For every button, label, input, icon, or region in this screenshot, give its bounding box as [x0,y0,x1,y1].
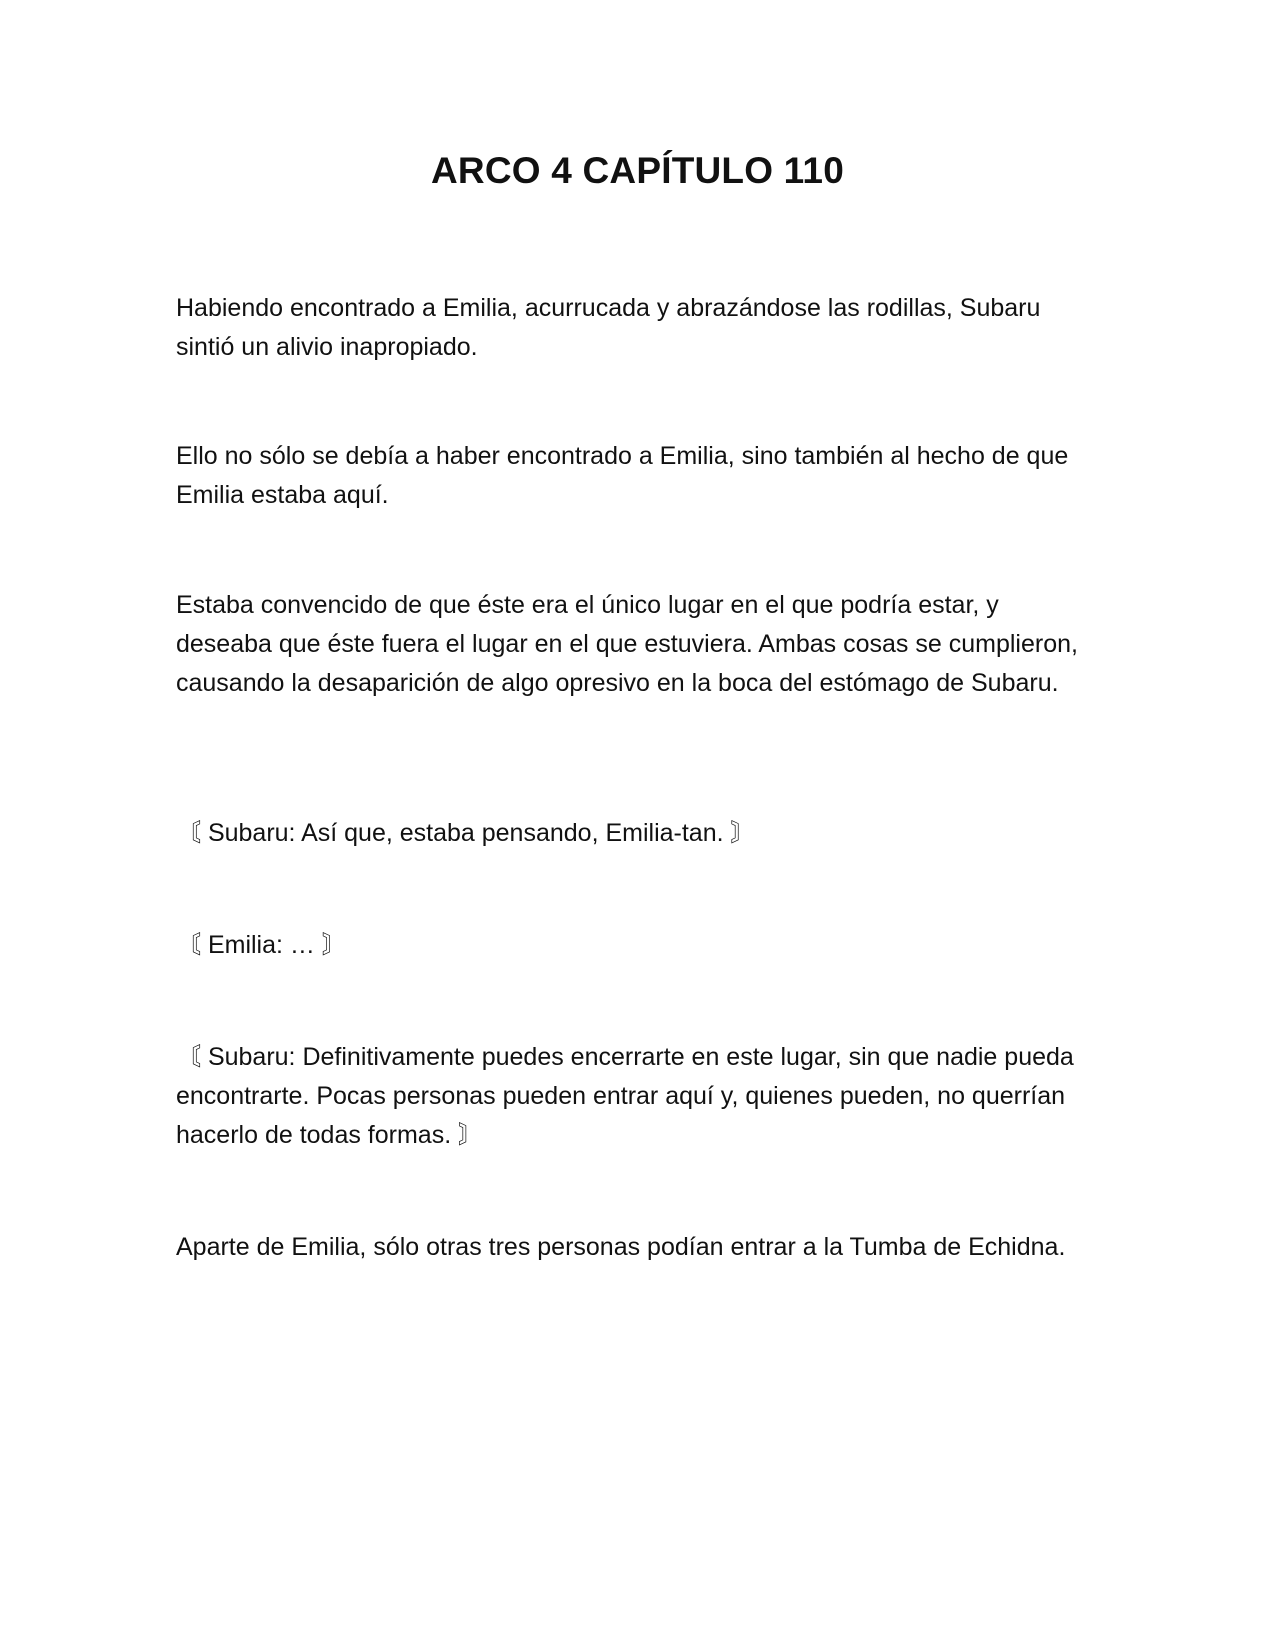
chapter-title: ARCO 4 CAPÍTULO 110 [431,150,844,191]
narration-paragraph: Estaba convencido de que éste era el único lugar en el que podría estar, y deseaba que éste fuera el lugar en el que estuviera. Ambas cosas se cumplieron, causando la desaparición de algo opresivo en la boca del estómago de Subaru. [176,591,1078,697]
dialogue-line-emilia: 〘 Emilia: … 〙 [176,931,347,959]
narration-paragraph: Habiendo encontrado a Emilia, acurrucada y abrazándose las rodillas, Subaru sintió un alivio inapropiado. [176,294,1041,361]
dialogue-line-subaru: 〘 Subaru: Así que, estaba pensando, Emilia-tan. 〙 [176,819,756,847]
narration-paragraph: Aparte de Emilia, sólo otras tres personas podían entrar a la Tumba de Echidna. [176,1233,1066,1261]
narration-paragraph: Ello no sólo se debía a haber encontrado a Emilia, sino también al hecho de que Emilia estaba aquí. [176,442,1069,509]
dialogue-line-subaru: 〘 Subaru: Definitivamente puedes encerrarte en este lugar, sin que nadie pueda encontrarte. Pocas personas pueden entrar aquí y, quienes pueden, no querrían hacerlo de todas formas. 〙 [176,1043,1074,1149]
